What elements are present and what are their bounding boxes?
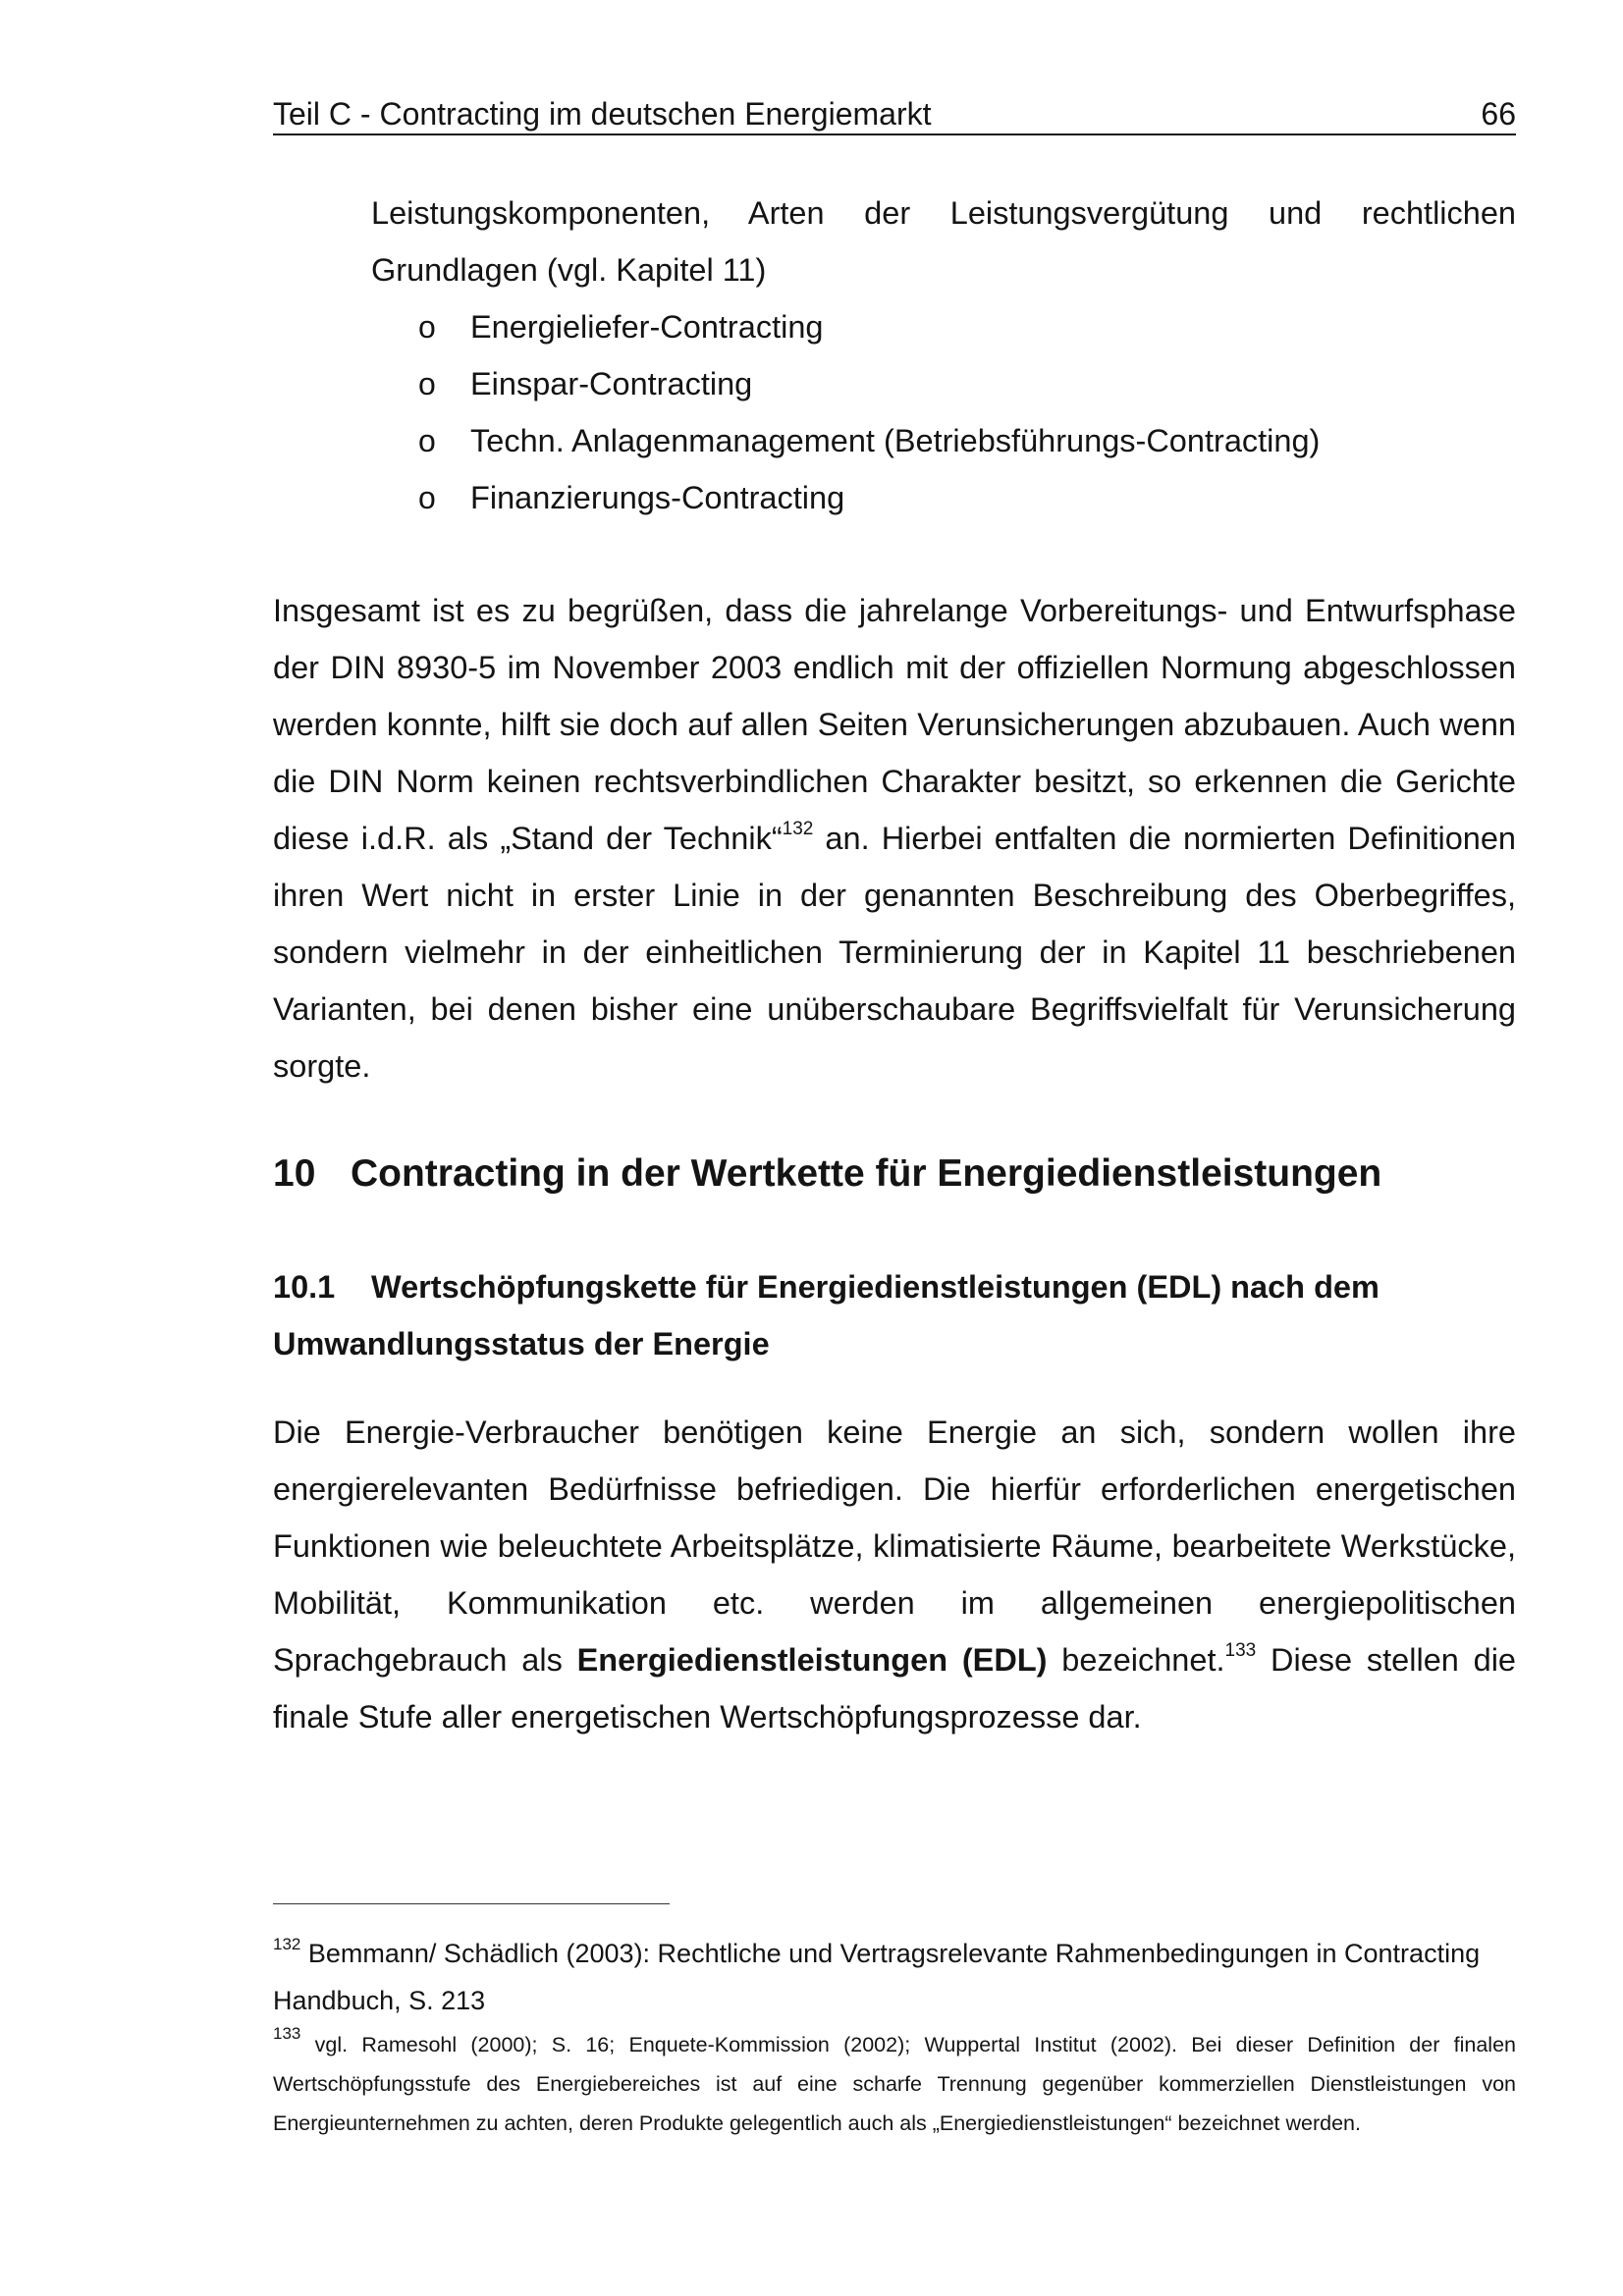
intro-paragraph: Leistungskomponenten, Arten der Leistungsvergütung und rechtlichen Grundlagen (vgl. Kapitel 11) <box>371 195 1516 288</box>
body-paragraph-edl <box>273 1404 1516 1745</box>
paragraph-text: an. Hierbei entfalten die normierten Definitionen ihren Wert nicht in erster Linie in der genannten Beschreibung des Oberbegriffes, sondern vielmehr in der einheitlichen Terminierung der in Kapitel 11 beschriebenen Varianten, bei denen bisher eine unüberschaubare Begriffsvielfalt für Verunsicherung sorgte. <box>273 821 1517 1084</box>
footnote-ref: 133 <box>1224 1640 1257 1661</box>
bullet-marker: o <box>418 366 436 401</box>
header-title: Teil C - Contracting im deutschen Energiemarkt <box>273 96 932 132</box>
subsection-number: 10.1 <box>273 1269 336 1305</box>
footnote-number: 132 <box>273 1935 301 1953</box>
list-item <box>418 469 1320 526</box>
running-header <box>273 94 1516 135</box>
footnote-text: Bemmann/ Schädlich (2003): Rechtliche und Vertragsrelevante Rahmenbedingungen in Contracting Handbuch, S. 213 <box>273 1939 1481 2015</box>
bullet-marker: o <box>418 309 436 345</box>
list-item-text: Energieliefer-Contracting <box>470 309 824 345</box>
list-item-text: Einspar-Contracting <box>470 366 753 401</box>
footnote-133 <box>273 2025 1516 2143</box>
paragraph-text: Die Energie-Verbraucher benötigen keine Energie an sich, sondern wollen ihre energierelevanten Bedürfnisse befriedigen. Die hierfür erforderlichen energetischen Funktionen wie beleuchtete Arbeitsplätze, klimatisierte Räume, bearbeitete Werkstücke, Mobilität, Kommunikation etc. werden im allgemeinen energiepolitischen Sprachgebrauch als <box>273 1415 1516 1678</box>
list-item <box>418 298 1320 355</box>
section-heading <box>273 1148 1381 1200</box>
section-title: Contracting in der Wertkette für Energiedienstleistungen <box>351 1152 1382 1195</box>
footnote-text: vgl. Ramesohl (2000); S. 16; Enquete-Kommission (2002); Wuppertal Institut (2002). Bei dieser Definition der finalen Wertschöpfungsstufe des Energiebereiches ist auf eine scharfe Trennung gegenüber kommerziellen Dienstleistungen von Energieunternehmen zu achten, deren Produkte gelegentlich auch als „Energiedienstleistungen“ bezeichnet werden. <box>273 2033 1516 2135</box>
list-item-text: Finanzierungs-Contracting <box>470 480 845 515</box>
contracting-types-list <box>418 298 1320 526</box>
footnote-ref: 132 <box>782 819 814 839</box>
body-paragraph-din-norm <box>273 582 1516 1095</box>
list-item <box>418 412 1320 469</box>
list-item-text: Techn. Anlagenmanagement (Betriebsführungs-Contracting) <box>470 423 1321 458</box>
bold-term: Energiedienstleistungen (EDL) <box>576 1642 1048 1678</box>
footnote-number: 133 <box>273 2024 301 2043</box>
bullet-marker: o <box>418 423 436 458</box>
page-number: 66 <box>1481 96 1516 132</box>
bullet-marker: o <box>418 480 436 515</box>
paragraph-text: bezeichnet. <box>1047 1642 1225 1678</box>
footnote-132 <box>273 1930 1516 2024</box>
subsection-title: Wertschöpfungskette für Energiedienstleistungen (EDL) nach dem Umwandlungsstatus der Energie <box>273 1269 1380 1362</box>
footnote-divider <box>273 1903 670 1904</box>
paragraph-text: Diese stellen die finale Stufe aller energetischen Wertschöpfungsprozesse dar. <box>273 1642 1517 1735</box>
section-number: 10 <box>273 1152 316 1195</box>
list-item <box>418 355 1320 412</box>
subsection-heading <box>273 1258 1516 1372</box>
paragraph-text: Insgesamt ist es zu begrüßen, dass die jahrelange Vorbereitungs- und Entwurfsphase der DIN 8930-5 im November 2003 endlich mit der offiziellen Normung abgeschlossen werden konnte, hilft sie doch auf allen Seiten Verunsicherungen abzubauen. Auch wenn die DIN Norm keinen rechtsverbindlichen Charakter besitzt, so erkennen die Gerichte diese i.d.R. als „Stand der Technik“ <box>273 593 1516 856</box>
